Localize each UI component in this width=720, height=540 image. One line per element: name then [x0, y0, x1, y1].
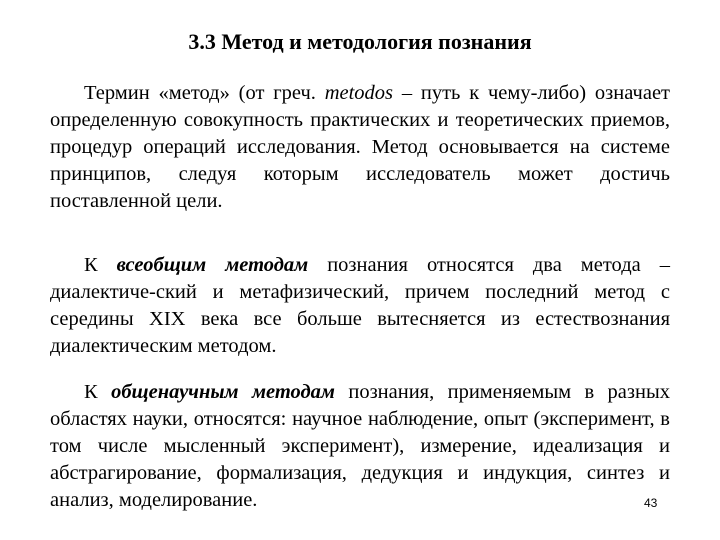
paragraph-text-rest: познания, применяемым в разных областях науки, относятся: научное наблюдение, опыт (эксперимент, в том числе мысленный эксперимент), измерение, идеализация и абстрагирование, формализация, дедукция и индукция, синтез и анализ, моделирование. — [50, 381, 670, 511]
emphasis-general-scientific-methods: общенаучным методам — [111, 381, 335, 403]
paragraph-text-rest: – путь к чему-либо) означает определенную совокупность практических и теоретических приемов, процедур операций исследования. Метод основывается на системе принципов, следуя которым исследователь может достичь поставленной цели. — [50, 82, 671, 212]
paragraph-text-start: К — [84, 254, 117, 276]
paragraph-text-start: К — [84, 381, 112, 403]
paragraph-text-rest: познания относятся два метода – диалектиче-ский и метафизический, причем последний метод с середины XIX века все больше вытесняется из естествознания диалектическим методом. — [50, 254, 670, 357]
paragraph-text-start: Термин «метод» (от греч. — [84, 82, 325, 104]
paragraph-universal-methods — [50, 252, 670, 360]
greek-term: metodos — [324, 82, 394, 104]
paragraph-general-scientific-methods — [50, 379, 670, 514]
paragraph-method-definition — [50, 80, 670, 215]
emphasis-universal-methods: всеобщим методам — [116, 254, 309, 276]
page-number: 43 — [644, 496, 658, 510]
slide-title: 3.3 Метод и методология познания — [188, 29, 532, 54]
